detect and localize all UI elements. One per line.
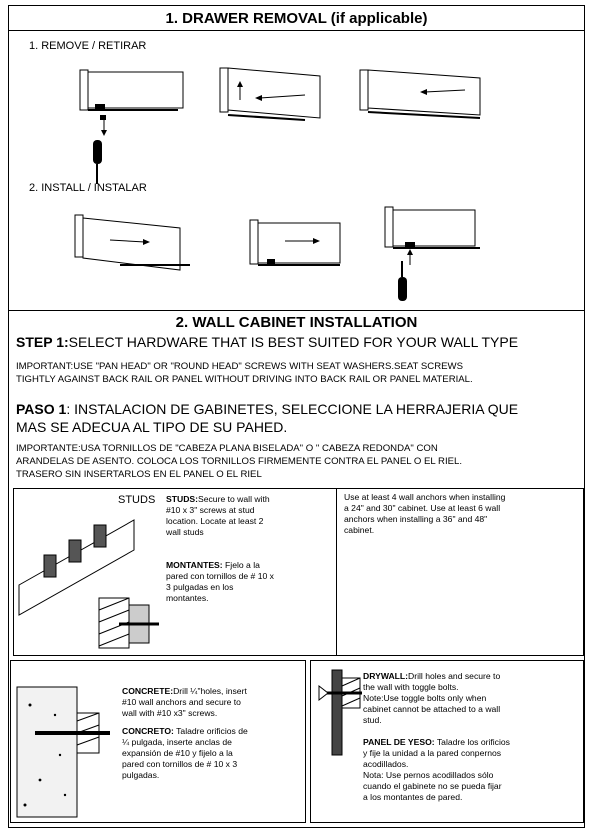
drywall-es-line6: a los montantes de pared. xyxy=(363,792,463,802)
concrete-es-line3: expansión de #10 y fijelo a la xyxy=(122,748,233,758)
install-label: 2. INSTALL / INSTALAR xyxy=(29,182,147,194)
studs-en-text xyxy=(166,494,336,538)
drywall-en-line3: Note:Use toggle bolts only when xyxy=(363,693,487,703)
concrete-diagram xyxy=(15,685,120,820)
remove-label: 1. REMOVE / RETIRAR xyxy=(29,40,147,52)
studs-es-line3: 3 pulgadas en los xyxy=(166,582,234,592)
step1-prefix: STEP 1: xyxy=(16,334,69,350)
drywall-en-l1: Drill holes and secure to xyxy=(408,671,501,681)
anchors-line4: cabinet. xyxy=(344,525,375,535)
anchors-line2: a 24" and 30" cabinet. Use at least 6 wall xyxy=(344,503,501,513)
drywall-diagram xyxy=(314,668,364,758)
step1-line xyxy=(16,334,518,350)
divider xyxy=(8,310,585,311)
drywall-en-line4: cabinet cannot be attached to a wall xyxy=(363,704,501,714)
remove-step2-diagram xyxy=(215,60,335,135)
concrete-es-line1 xyxy=(122,726,302,737)
divider xyxy=(8,30,585,31)
section2-title: 2. WALL CABINET INSTALLATION xyxy=(175,314,418,331)
drywall-en-line1 xyxy=(363,671,581,682)
studs-en-bold: STUDS: xyxy=(166,494,198,504)
important-line1: IMPORTANT:USE "PAN HEAD" OR "ROUND HEAD" SCREWS WITH SEAT WASHERS.SEAT SCREWS xyxy=(16,361,463,372)
studs-es-bold: MONTANTES: xyxy=(166,560,223,570)
drywall-en-line2: the wall with toggle bolts. xyxy=(363,682,459,692)
concrete-es-line5: pulgadas. xyxy=(122,770,160,780)
drywall-en-line5: stud. xyxy=(363,715,382,725)
studs-en-l1: Secure to wall with xyxy=(198,494,270,504)
paso1-line1 xyxy=(16,400,518,418)
importante-line1: IMPORTANTE:USA TORNILLOS DE "CABEZA PLANA BISELADA" O " CABEZA REDONDA" CON xyxy=(16,443,438,454)
drywall-es-bold: PANEL DE YESO: xyxy=(363,737,435,747)
concrete-en-line3: wall with #10 x3" screws. xyxy=(122,708,218,718)
concrete-en-line2: #10 wall anchors and secure to xyxy=(122,697,241,707)
important-note xyxy=(16,360,473,386)
remove-step3-diagram xyxy=(355,60,490,135)
studs-en-line1 xyxy=(166,494,336,505)
studs-label: STUDS xyxy=(118,494,156,506)
important-line2: TIGHTLY AGAINST BACK RAIL OR PANEL WITHOUT DRIVING INTO BACK RAIL OR PANEL MATERIAL. xyxy=(16,374,473,385)
importante-line3: TRASERO SIN INSERTARLOS EN EL PANEL O EL RIEL xyxy=(16,469,262,480)
studs-es-line1 xyxy=(166,560,336,571)
paso1-prefix: PASO 1 xyxy=(16,401,67,417)
drywall-es-line2: y fije la unidad a la pared conpernos xyxy=(363,748,502,758)
step1-text: SELECT HARDWARE THAT IS BEST SUITED FOR YOUR WALL TYPE xyxy=(68,334,519,350)
section1-title: 1. DRAWER REMOVAL (if applicable) xyxy=(165,10,428,27)
concrete-es-bold: CONCRETO: xyxy=(122,726,174,736)
remove-step1-diagram xyxy=(60,60,190,190)
studs-es-l1: Fjelo a la xyxy=(222,560,260,570)
studs-en-line2: #10 x 3" screws at stud xyxy=(166,505,255,515)
drywall-en-text xyxy=(363,671,581,726)
concrete-es-line2: ¼ pulgada, inserte anclas de xyxy=(122,737,232,747)
importante-line2: ARANDELAS DE ASENTO. COLOCA LOS TORNILLOS FIRMEMENTE CONTRA EL PANEL O EL RIEL. xyxy=(16,456,463,467)
drywall-es-line5: cuando el gabinete no se pueda fijar xyxy=(363,781,502,791)
studs-es-line2: pared con tornillos de # 10 x xyxy=(166,571,274,581)
concrete-en-bold: CONCRETE: xyxy=(122,686,174,696)
concrete-en-line1 xyxy=(122,686,302,697)
drywall-es-text xyxy=(363,737,581,803)
paso1-text: : INSTALACION DE GABINETES, SELECCIONE LA HERRAJERIA QUE xyxy=(66,401,519,417)
concrete-es-l1: Taladre orificios de xyxy=(173,726,248,736)
concrete-en-text xyxy=(122,686,302,719)
concrete-es-text xyxy=(122,726,302,781)
install-step1-diagram xyxy=(70,210,200,280)
anchors-line1: Use at least 4 wall anchors when installing xyxy=(344,492,506,502)
install-step3-diagram xyxy=(380,205,490,310)
drywall-es-l1: Taladre los orificios xyxy=(434,737,510,747)
drywall-es-line3: acodillados. xyxy=(363,759,409,769)
concrete-es-line4: pared con tornillos de # 10 x 3 xyxy=(122,759,238,769)
anchors-line3: anchors when installing a 36" and 48" xyxy=(344,514,488,524)
importante-note xyxy=(16,442,462,481)
studs-en-line3: location. Locate at least 2 xyxy=(166,516,264,526)
studs-es-text xyxy=(166,560,336,604)
drywall-en-bold: DRYWALL: xyxy=(363,671,409,681)
drywall-es-line4: Nota: Use pernos acodillados sólo xyxy=(363,770,494,780)
paso1-block xyxy=(16,400,518,436)
concrete-en-l1: Drill ¼"holes, insert xyxy=(173,686,247,696)
anchors-text xyxy=(344,492,580,536)
drywall-es-line1 xyxy=(363,737,581,748)
studs-es-line4: montantes. xyxy=(166,593,209,603)
install-step2-diagram xyxy=(245,215,345,275)
studs-diagram xyxy=(14,490,164,655)
paso1-line2: MAS SE ADECUA AL TIPO DE SU PAHED. xyxy=(16,419,288,435)
studs-en-line4: wall studs xyxy=(166,527,204,537)
